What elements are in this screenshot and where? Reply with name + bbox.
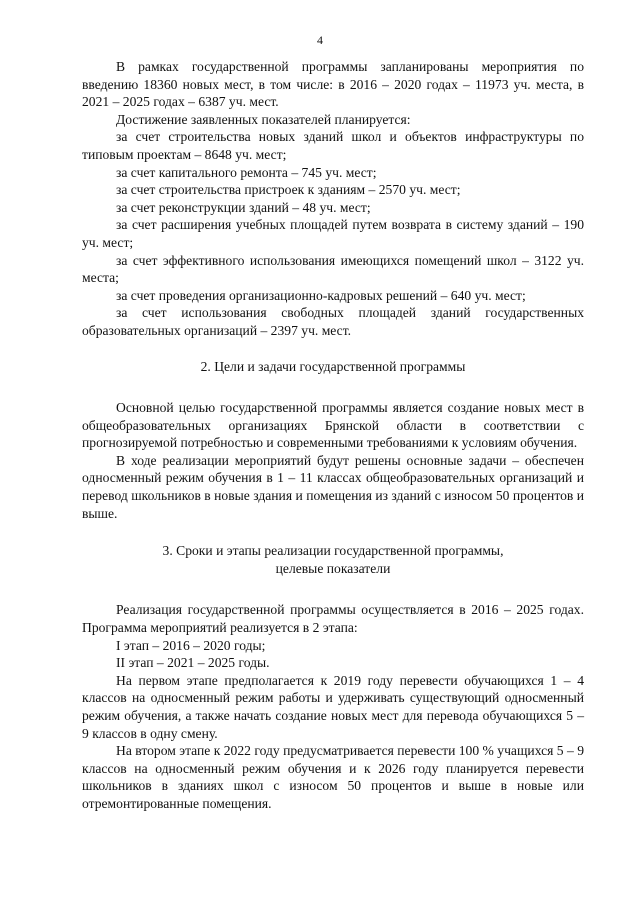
section-2-heading: 2. Цели и задачи государственной программы	[200, 358, 466, 374]
section-3-heading-line-2: целевые показатели	[275, 560, 391, 576]
section-3-paragraph-second-stage: На втором этапе к 2022 году предусматривается перевести 100 % учащихся 5 – 9 классов на односменный режим обучения и к 2026 году планируется перевести школьников в зданиях школ с износом 50 процентов и выше в новые или отремонтированные помещения.	[82, 743, 584, 811]
list-item-personnel-decisions: за счет проведения организационно-кадровых решений – 640 уч. мест;	[116, 287, 526, 303]
list-item-reconstruction: за счет реконструкции зданий – 48 уч. мест;	[116, 199, 371, 215]
document-body	[82, 58, 584, 813]
section-3-stage-2: II этап – 2021 – 2025 годы.	[116, 655, 270, 671]
paragraph-intro: В рамках государственной программы запланированы мероприятия по введению 18360 новых мест, в том числе: в 2016 – 2020 годах – 11973 уч. места, в 2021 – 2025 годах – 6387 уч. мест.	[82, 59, 584, 110]
section-2-paragraph-tasks: В ходе реализации мероприятий будут решены основные задачи – обеспечен односменный режим обучения в 1 – 11 классах общеобразовательных организаций и перевод школьников в новые здания и помещения из зданий с износом 50 процентов и выше.	[82, 452, 584, 521]
section-3-heading-line-1: 3. Сроки и этапы реализации государственной программы,	[162, 543, 504, 559]
section-3-stage-1: I этап – 2016 – 2020 годы;	[116, 637, 266, 653]
list-item-extensions: за счет строительства пристроек к зданиям – 2570 уч. мест;	[116, 182, 461, 198]
page-number: 4	[317, 33, 323, 47]
list-item-efficient-use: за счет эффективного использования имеющихся помещений школ – 3122 уч. места;	[82, 252, 584, 286]
section-2-paragraph-goal: Основной целью государственной программы является создание новых мест в общеобразовательных организациях Брянской области в соответствии с прогнозируемой потребностью и современными требованиями к условиям обучения.	[82, 400, 584, 451]
list-item-space-return: за счет расширения учебных площадей путем возврата в систему зданий – 190 уч. мест;	[82, 217, 584, 250]
section-3-paragraph-timeline: Реализация государственной программы осуществляется в 2016 – 2025 годах. Программа мероприятий реализуется в 2 этапа:	[82, 602, 584, 636]
list-item-free-space: за счет использования свободных площадей зданий государственных образовательных организаций – 2397 уч. мест.	[82, 305, 584, 338]
paragraph-achievement-lead: Достижение заявленных показателей планируется:	[116, 111, 411, 127]
section-3-paragraph-first-stage: На первом этапе предполагается к 2019 году перевести обучающихся 1 – 4 классов на односменный режим работы и удерживать существующий односменный режим обучения, а также начать создание новых мест для перевода обучающихся 5 – 9 классов в одну смену.	[82, 672, 584, 741]
list-item-capital-repair: за счет капитального ремонта – 745 уч. мест;	[116, 164, 377, 180]
list-item-new-buildings: за счет строительства новых зданий школ и объектов инфраструктуры по типовым проектам – 8648 уч. мест;	[82, 129, 584, 162]
